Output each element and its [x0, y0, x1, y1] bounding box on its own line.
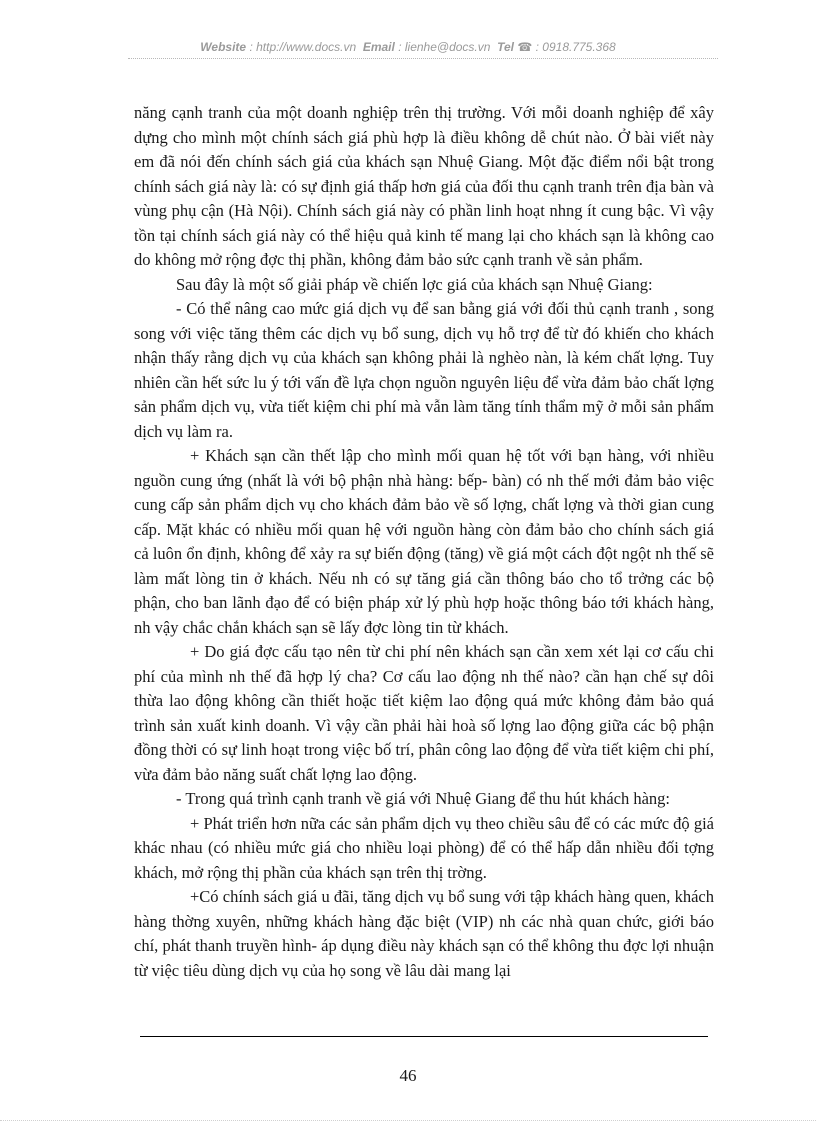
page-number: 46 — [399, 1066, 417, 1085]
email-label: Email — [362, 40, 395, 54]
website-link[interactable]: : http://www.docs.vn — [249, 40, 357, 54]
paragraph: Sau đây là một số giải pháp về chiến lợc giá của khách sạn Nhuệ Giang: — [176, 274, 653, 294]
paragraph: +Có chính sách giá u đãi, tăng dịch vụ bổ sung với tập khách hàng quen, khách hàng thờng xuyên, những khách hàng đặc biệt (VIP) nh các nhà quan chức, giới báo chí, phát thanh truyền hình- áp dụng điều này khách sạn có thể không thu đợc lợi nhuận từ việc tiêu dùng dịch vụ của họ song về lâu dài mang lại — [134, 887, 714, 980]
website-label: Website — [200, 40, 247, 54]
footer-divider — [140, 1036, 708, 1037]
tel-value: ☎ : 0918.775.368 — [517, 40, 616, 54]
page-header — [0, 40, 816, 54]
tel-label: Tel — [497, 40, 514, 54]
bottom-border — [0, 1120, 816, 1121]
paragraph: - Có thể nâng cao mức giá dịch vụ để san bằng giá với đối thủ cạnh tranh , song song với việc tăng thêm các dịch vụ bổ sung, dịch vụ hỗ trợ để từ đó khiến cho khách nhận thấy rằng dịch vụ của khách sạn không phải là nghèo nàn, là kém chất lợng. Tuy nhiên cần hết sức lu ý tới vấn đề lựa chọn nguồn nguyên liệu để vừa đảm bảo chất lợng sản phẩm dịch vụ, vừa tiết kiệm chi phí mà vẫn làm tăng tính thẩm mỹ ở mỗi sản phẩm dịch vụ làm ra. — [134, 299, 714, 441]
paragraph: năng cạnh tranh của một doanh nghiệp trên thị trường. Với mỗi doanh nghiệp để xây dựng cho mình một chính sách giá phù hợp là điều không dễ chút nào. Ở bài viết này em đã nói đến chính sách giá của khách sạn Nhuệ Giang. Một đặc điểm nổi bật trong chính sách giá này là: có sự định giá thấp hơn giá của đối thu cạnh tranh trên địa bàn và vùng phụ cận (Hà Nội). Chính sách giá này có phần linh hoạt nhng ít cung bậc. Vì vậy tồn tại chính sách giá này có thể hiệu quả kinh tế mang lại cho khách sạn là không cao do không mở rộng đợc thị phần, không đảm bảo sức cạnh tranh về sản phẩm. — [134, 103, 714, 269]
paragraph: + Do giá đợc cấu tạo nên từ chi phí nên khách sạn cần xem xét lại cơ cấu chi phí của mình nh thế đã hợp lý cha? Cơ cấu lao động nh thế nào? cần hạn chế sự dôi thừa lao động không cần thiết hoặc tiết kiệm lao động quá mức không đảm bảo quá trình sản xuất kinh doanh. Vì vậy cần phải hài hoà số lợng lao động giữa các bộ phận đồng thời có sự linh hoạt trong việc bố trí, phân công lao động để vừa tiết kiệm chi phí, vừa đảm bảo năng suất chất lợng lao động. — [134, 642, 714, 784]
paragraph: + Phát triển hơn nữa các sản phẩm dịch vụ theo chiều sâu để có các mức độ giá khác nhau (có nhiều mức giá cho nhiều loại phòng) để có thể hấp dẫn nhiều đối tợng khách, mở rộng thị phần của khách sạn trên thị trờng. — [134, 813, 714, 882]
paragraph: - Trong quá trình cạnh tranh về giá với Nhuệ Giang để thu hút khách hàng: — [176, 789, 671, 808]
email-link[interactable]: : lienhe@docs.vn — [398, 40, 491, 54]
document-body — [134, 101, 714, 983]
header-divider — [128, 58, 718, 59]
paragraph: + Khách sạn cần thết lập cho mình mối quan hệ tốt với bạn hàng, với nhiều nguồn cung ứng (nhất là với bộ phận nhà hàng: bếp- bàn) có nh thế mới đảm bảo việc cung cấp sản phẩm dịch vụ cho khách đảm bảo về số lợng, chất lợng và thời gian cung cấp. Mặt khác có nhiều mối quan hệ với nguồn hàng còn đảm bảo cho chính sách giá cả luôn ổn định, không để xảy ra sự biến động (tăng) về giá một cách đột ngột nh thế sẽ làm mất lòng tin ở khách. Nếu nh có sự tăng giá cần thông báo cho tổ trởng các bộ phận, cho ban lãnh đạo để có biện pháp xử lý phù hợp hoặc thông báo tới khách hàng, nh vậy chắc chắn khách sạn sẽ lấy đợc lòng tin từ khách. — [134, 446, 714, 637]
